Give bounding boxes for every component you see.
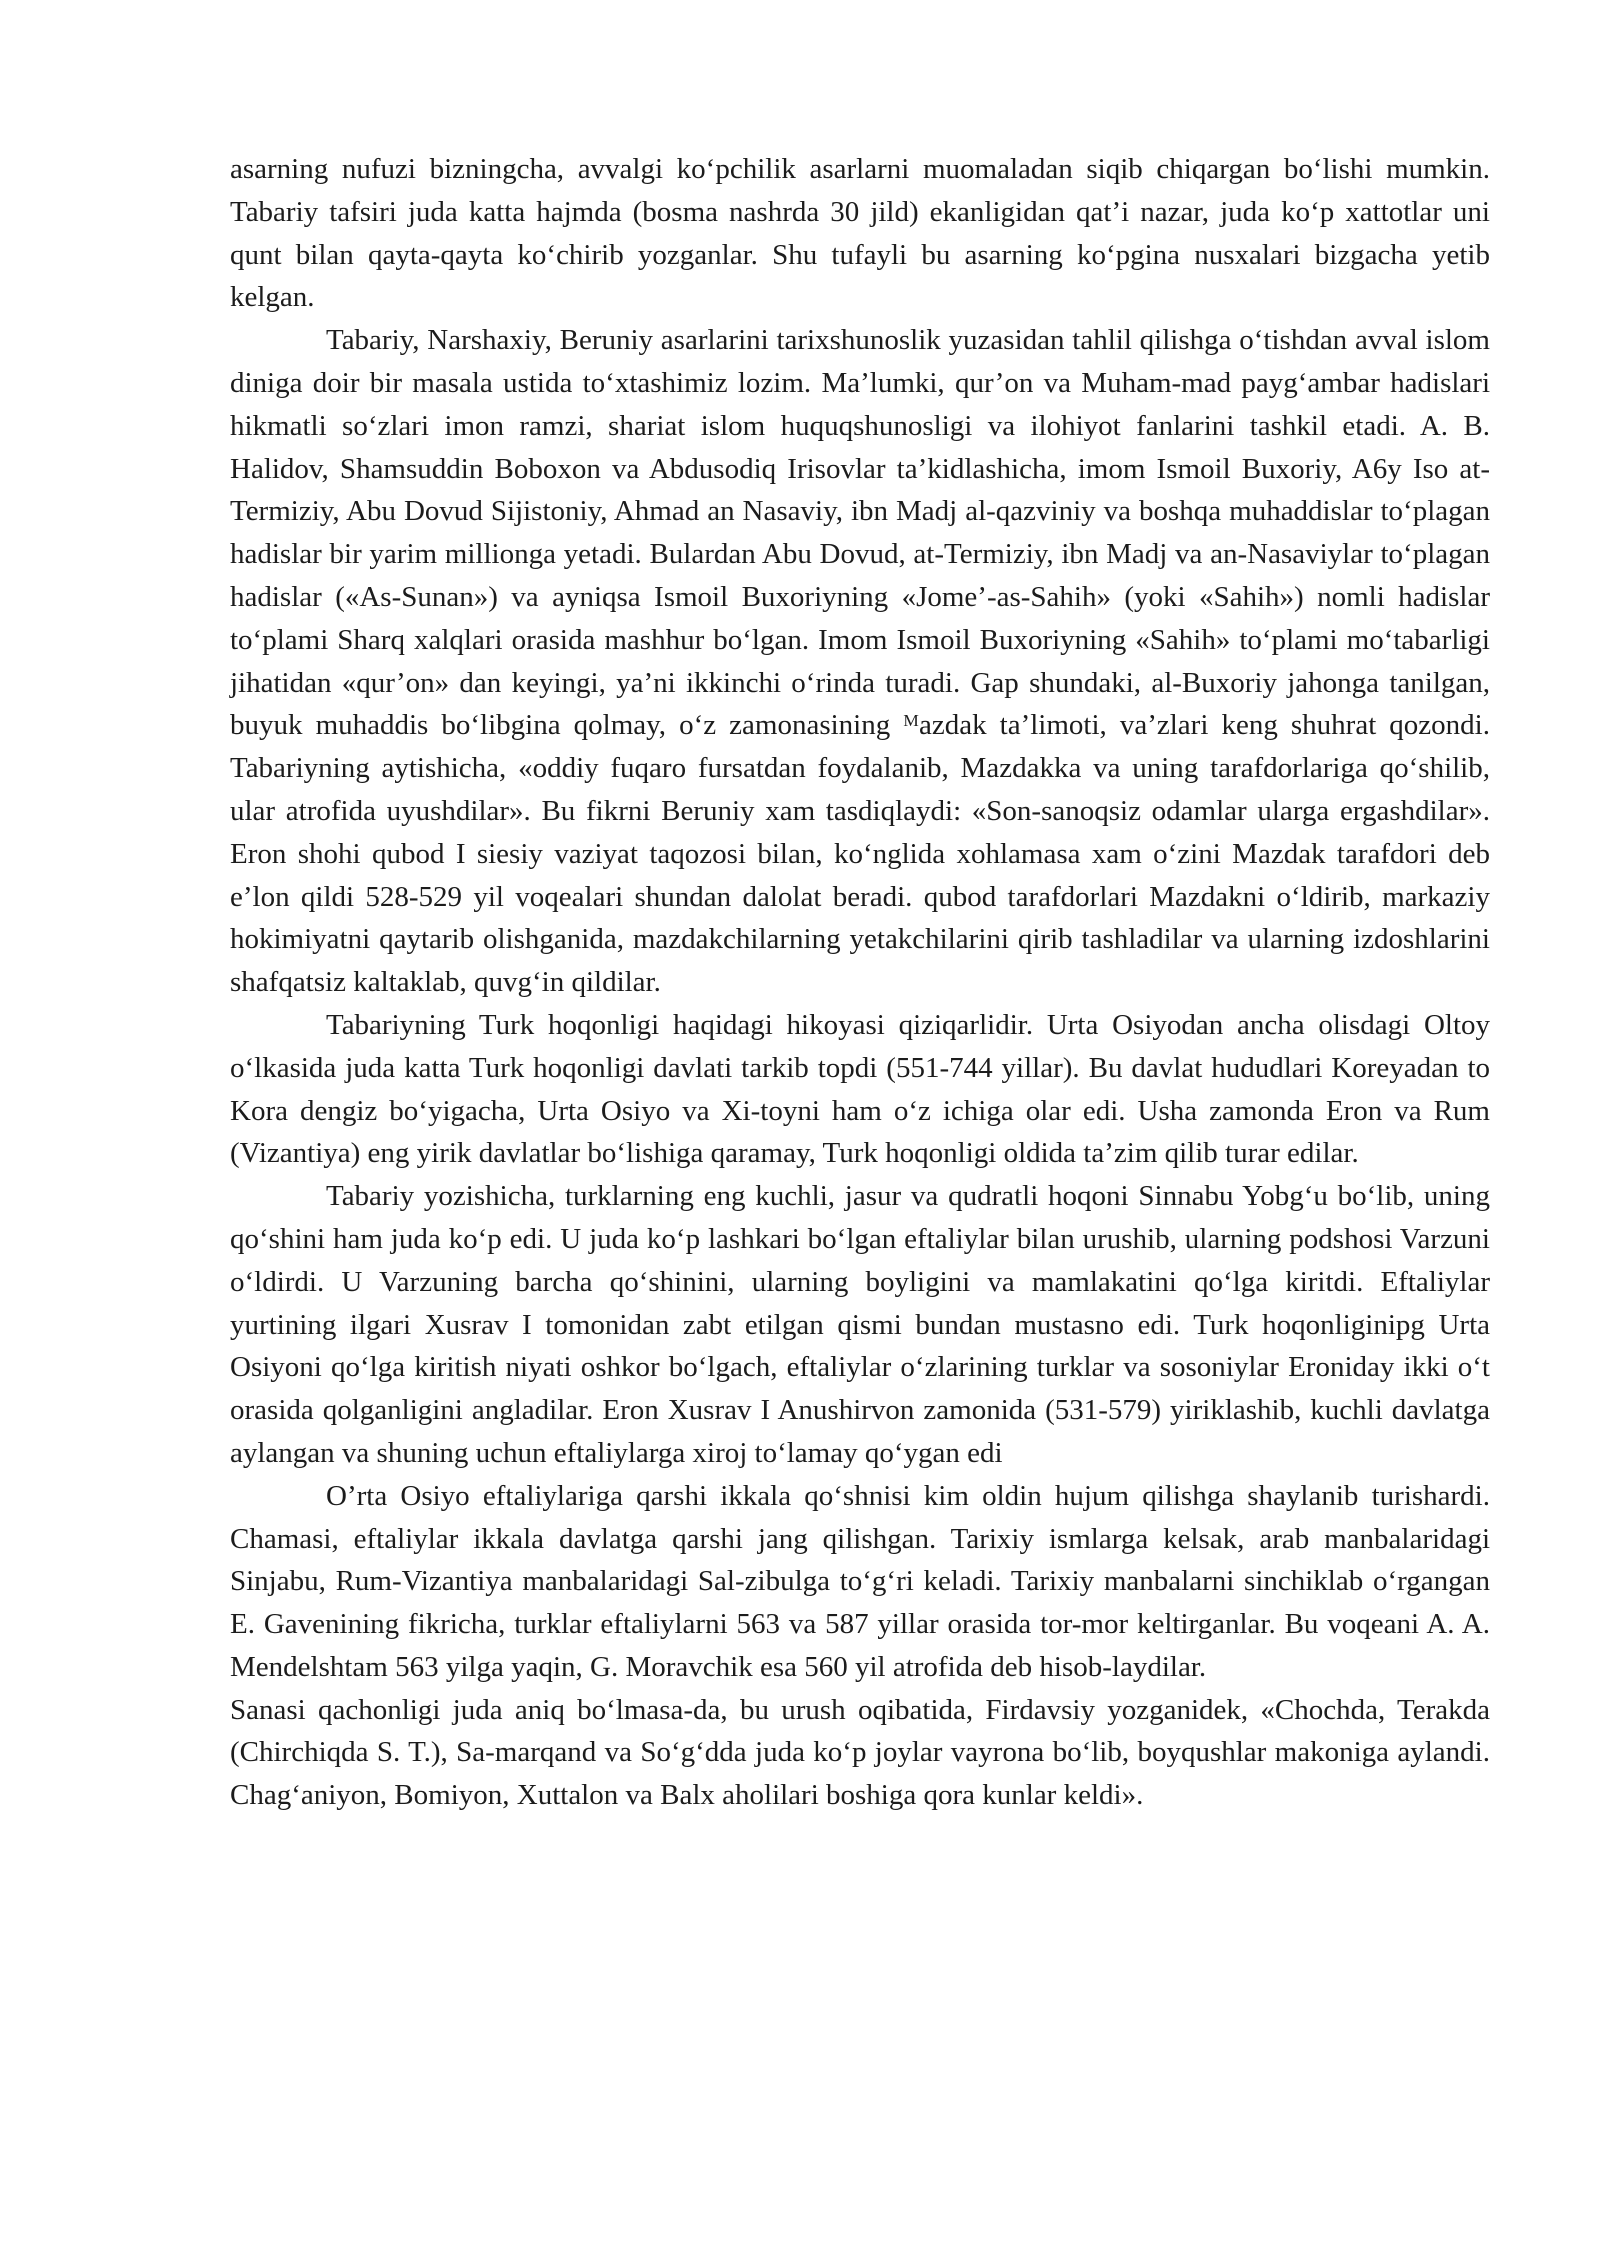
paragraph-1: asarning nufuzi bizningcha, avvalgi ko‘pchilik asarlarni muomaladan siqib chiqargan bo‘lishi mumkin. Tabariy tafsiri juda katta hajmda (bosma nashrda 30 jild) ekanligidan qat’i nazar, juda ko‘p xattotlar uni qunt bilan qayta-qayta ko‘chirib yozganlar. Shu tufayli bu asarning ko‘pgina nusxalari bizgacha yetib kelgan. [230,153,1490,314]
document-page [230,148,1490,1817]
paragraph-2: Tabariy, Narshaxiy, Beruniy asarlarini tarixshunoslik yuzasidan tahlil qilishga o‘tishdan avval islom diniga doir bir masala ustida to‘xtashimiz lozim. Ma’lumki, qur’on va Muham-mad payg‘ambar hadislari hikmatli so‘zlari imon ramzi, shariat islom huquqshunosligi va ilohiyot fanlarini tashkil etadi. A. B. Halidov, Shamsuddin Boboxon va Abdusodiq Irisovlar ta’kidlashicha, imom Ismoil Buxoriy, A6y Iso at-Termiziy, Abu Dovud Sijistoniy, Ahmad an Nasaviy, ibn Madj al-qazviniy va boshqa muhaddislar to‘plagan hadislar bir yarim millionga yetadi. Bulardan Abu Dovud, at-Termiziy, ibn Madj va an-Nasaviylar to‘plagan hadislar («As-Sunan») va ayniqsa Ismoil Buxoriyning «Jome’-as-Sahih» (yoki «Sahih») nomli hadislar to‘plami Sharq xalqlari orasida mashhur bo‘lgan. Imom Ismoil Buxoriyning «Sahih» to‘plami mo‘tabarligi jihatidan «qur’on» dan keyingi, ya’ni ikkinchi o‘rinda turadi. Gap shundaki, al-Buxoriy jahonga tanilgan, buyuk muhaddis bo‘libgina qolmay, o‘z zamonasining ᴹazdak ta’limoti, va’zlari keng shuhrat qozondi. Tabariyning aytishicha, «oddiy fuqaro fursatdan foydalanib, Mazdakka va uning tarafdorlariga qo‘shilib, ular atrofida uyushdilar». Bu fikrni Beruniy xam tasdiqlaydi: «Son-sanoqsiz odamlar ularga ergashdilar». Eron shohi qubod I siesiy vaziyat taqozosi bilan, ko‘nglida xohlamasa xam o‘zini Mazdak tarafdori deb e’lon qildi 528-529 yil voqealari shundan dalolat beradi. qubod tarafdorlari Mazdakni o‘ldirib, markaziy hokimiyatni qaytarib olishganida, mazdakchilarning yetakchilarini qirib tashladilar va ularning izdoshlarini shafqatsiz kaltaklab, quvg‘in qildilar. [230,324,1490,999]
paragraph-3: Tabariyning Turk hoqonligi haqidagi hikoyasi qiziqarlidir. Urta Osiyodan ancha olisdagi Oltoy o‘lkasida juda katta Turk hoqonligi davlati tarkib topdi (551-744 yillar). Bu davlat hududlari Koreyadan to Kora dengiz bo‘yigacha, Urta Osiyo va Xi-toyni ham o‘z ichiga olar edi. Usha zamonda Eron va Rum (Vizantiya) eng yirik davlatlar bo‘lishiga qaramay, Turk hoqonligi oldida ta’zim qilib turar edilar. [230,1008,1490,1170]
paragraph-6: Sanasi qachonligi juda aniq bo‘lmasa-da, bu urush oqibatida, Firdavsiy yozganidek, «Chochda, Terakda (Chirchiqda S. T.), Sa-marqand va So‘g‘dda juda ko‘p joylar vayrona bo‘lib, boyqushlar makoniga aylandi. Chag‘aniyon, Bomiyon, Xuttalon va Balx aholilari boshiga qora kunlar keldi». [230,1693,1490,1812]
paragraph-4: Tabariy yozishicha, turklarning eng kuchli, jasur va qudratli hoqoni Sinnabu Yobg‘u bo‘lib, uning qo‘shini ham juda ko‘p edi. U juda ko‘p lashkari bo‘lgan eftaliylar bilan urushib, ularning podshosi Varzuni o‘ldirdi. U Varzuning barcha qo‘shinini, ularning boyligini va mamlakatini qo‘lga kiritdi. Eftaliylar yurtining ilgari Xusrav I tomonidan zabt etilgan qismi bundan mustasno edi. Turk hoqonliginipg Urta Osiyoni qo‘lga kiritish niyati oshkor bo‘lgach, eftaliylar o‘zlarining turklar va sosoniylar Eroniday ikki o‘t orasida qolganligini angladilar. Eron Xusrav I Anushirvon zamonida (531-579) yiriklashib, kuchli davlatga aylangan va shuning uchun eftaliylarga xiroj to‘lamay qo‘ygan edi [230,1180,1490,1469]
paragraph-5: O’rta Osiyo eftaliylariga qarshi ikkala qo‘shnisi kim oldin hujum qilishga shaylanib turishardi. Chamasi, eftaliylar ikkala davlatga qarshi jang qilishgan. Tarixiy ismlarga kelsak, arab manbalaridagi Sinjabu, Rum-Vizantiya manbalaridagi Sal-zibulga to‘g‘ri keladi. Tarixiy manbalarni sinchiklab o‘rgangan E. Gavenining fikricha, turklar eftaliylarni 563 va 587 yillar orasida tor-mor keltirganlar. Bu voqeani A. A. Mendelshtam 563 yilga yaqin, G. Moravchik esa 560 yil atrofida deb hisob-laydilar. [230,1479,1490,1683]
